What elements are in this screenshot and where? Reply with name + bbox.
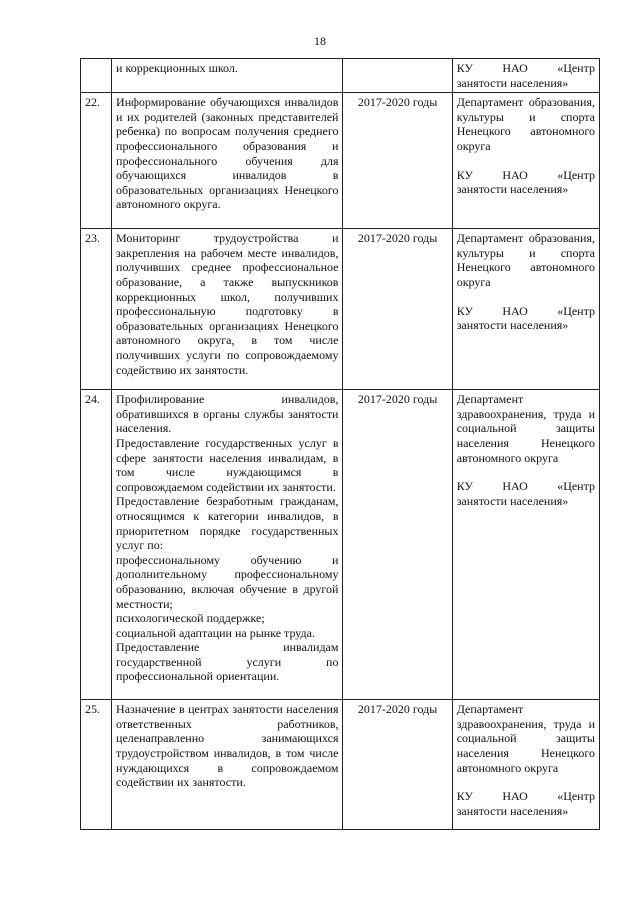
activity-text: Предоставление безработным гражданам, относящимся к категории инвалидов, в приоритетном порядке государственных услуг по: (116, 494, 339, 553)
responsible-text: Департамент здравоохранения, труда и социальной защиты населения Ненецкого автономного округа (456, 392, 595, 465)
row-number (81, 59, 112, 93)
activity-text: Информирование обучающихся инвалидов и их родителей (законных представителей ребенка) по вопросам получения среднего профессионального образования и профессионального обучения для обучающихся инвалидов в образовательных организациях Ненецкого автономного округа. (116, 95, 339, 212)
period-cell: 2017-2020 годы (343, 229, 452, 390)
row-number: 25. (81, 700, 112, 830)
responsible-text: КУ НАО «Центр занятости населения» (456, 479, 595, 508)
activity-text: профессиональному обучению и дополнительному профессиональному образованию, включая обучение в другой местности; (116, 552, 339, 611)
activity-text: Мониторинг трудоустройства и закрепления на рабочем месте инвалидов, получивших среднее профессиональное образование, а также выпускников коррекционных школ, получивших профессиональную подготовку в образовательных организациях Ненецкого автономного округа, в том числе получивших услуги по сопровождаемому содействию их занятости. (116, 231, 339, 377)
responsible-cell (452, 390, 599, 700)
activity-text: и коррекционных школ. (116, 61, 238, 75)
responsible-text: КУ НАО «Центр занятости населения» (456, 789, 595, 818)
activity-cell (112, 229, 343, 390)
activity-cell (112, 59, 343, 93)
period-cell: 2017-2020 годы (343, 93, 452, 229)
period-cell: 2017-2020 годы (343, 700, 452, 830)
responsible-text: КУ НАО «Центр занятости населения» (456, 61, 595, 90)
activity-cell (112, 700, 343, 830)
table-row (81, 59, 600, 93)
responsible-text: Департамент здравоохранения, труда и социальной защиты населения Ненецкого автономного округа (456, 702, 595, 775)
table-row (81, 229, 600, 390)
responsible-cell (452, 93, 599, 229)
activity-text: Предоставление государственных услуг в сфере занятости населения инвалидам, в том числе нуждающимся в сопровождаемом содействии их занятости. (116, 435, 339, 494)
activity-cell (112, 93, 343, 229)
activity-text: Назначение в центрах занятости населения ответственных работников, целенаправленно занимающихся трудоустройством инвалидов, в том числе нуждающихся в сопровождаемом содействии их занятости. (116, 702, 339, 790)
period-cell: 2017-2020 годы (343, 390, 452, 700)
activity-text: социальной адаптации на рынке труда. (116, 625, 315, 640)
activity-text: Профилирование инвалидов, обратившихся в органы службы занятости населения. (116, 392, 339, 436)
activity-text: психологической поддержке; (116, 611, 265, 626)
activity-cell (112, 390, 343, 700)
responsible-text: КУ НАО «Центр занятости населения» (456, 303, 595, 333)
table-row (81, 700, 600, 830)
measures-table (80, 58, 600, 830)
page-number: 18 (314, 34, 326, 48)
responsible-text: КУ НАО «Центр занятости населения» (456, 167, 595, 197)
table-row (81, 93, 600, 229)
period-cell (343, 59, 452, 93)
row-number: 23. (81, 229, 112, 390)
responsible-text: Департамент образования, культуры и спорта Ненецкого автономного округа (456, 95, 595, 153)
row-number: 24. (81, 390, 112, 700)
activity-text: Предоставление инвалидам государственной услуги по профессиональной ориентации. (116, 640, 339, 684)
table-row (81, 390, 600, 700)
responsible-cell (452, 700, 599, 830)
responsible-cell (452, 229, 599, 390)
row-number: 22. (81, 93, 112, 229)
responsible-cell (452, 59, 599, 93)
responsible-text: Департамент образования, культуры и спорта Ненецкого автономного округа (456, 231, 595, 289)
